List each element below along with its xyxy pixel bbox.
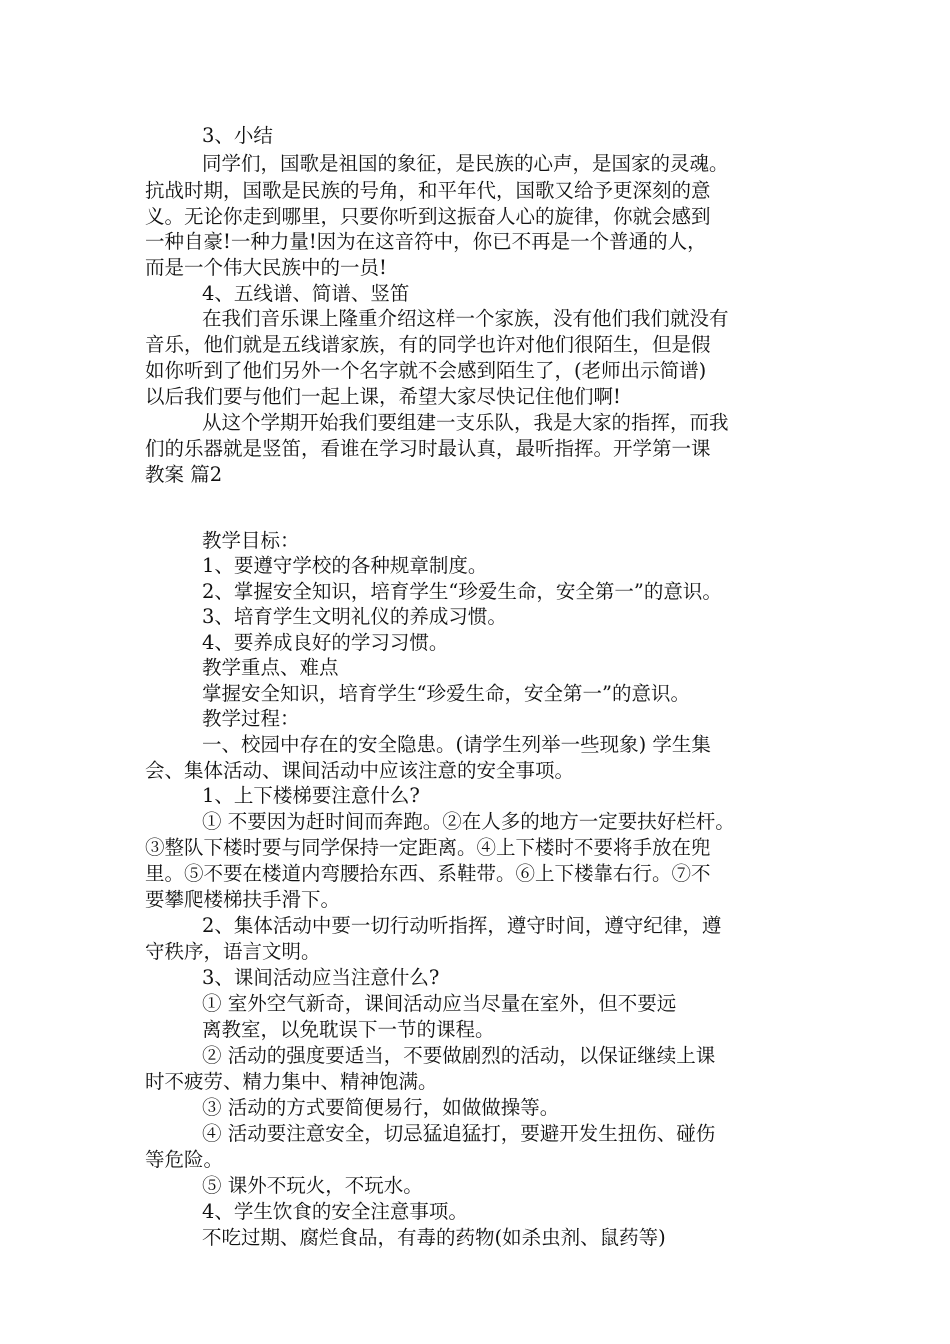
paragraph-line: 同学们，国歌是祖国的象征，是民族的心声，是国家的灵魂。 (202, 152, 729, 175)
paragraph-line: 如你听到了他们另外一个名字就不会感到陌生了，(老师出示简谱) (145, 359, 707, 382)
heading-key-points: 教学重点、难点 (202, 656, 339, 679)
paragraph-line: ⑤ 课外不玩火，不玩水。 (202, 1174, 423, 1197)
list-item: 2、掌握安全知识，培育学生“珍爱生命，安全第一”的意识。 (202, 580, 722, 603)
paragraph-line: 会、集体活动、课间活动中应该注意的安全事项。 (145, 759, 575, 782)
paragraph-line: 义。无论你走到哪里，只要你听到这振奋人心的旋律，你就会感到 (145, 205, 711, 228)
paragraph-line: ① 不要因为赶时间而奔跑。②在人多的地方一定要扶好栏杆。 (202, 810, 735, 833)
paragraph-line: 里。⑤不要在楼道内弯腰拾东西、系鞋带。⑥上下楼靠右行。⑦不 (145, 862, 711, 885)
paragraph-line: 一种自豪!一种力量!因为在这音符中，你已不再是一个普通的人， (145, 230, 707, 253)
paragraph-line: 一、校园中存在的安全隐患。(请学生列举一些现象) 学生集 (202, 733, 711, 756)
paragraph-line: 1、上下楼梯要注意什么? (202, 784, 420, 807)
paragraph-line: ④ 活动要注意安全，切忌猛追猛打，要避开发生扭伤、碰伤 (202, 1122, 716, 1145)
paragraph-line: 不吃过期、腐烂食品，有毒的药物(如杀虫剂、鼠药等) (202, 1226, 666, 1249)
paragraph-line: 抗战时期，国歌是民族的号角，和平年代，国歌又给予更深刻的意 (145, 179, 711, 202)
heading-objectives: 教学目标： (202, 529, 300, 552)
paragraph-line: 时不疲劳、精力集中、精神饱满。 (145, 1070, 438, 1093)
heading-notation: 4、五线谱、简谱、竖笛 (202, 282, 410, 305)
paragraph-line: 而是一个伟大民族中的一员! (145, 256, 387, 279)
paragraph-line: 4、学生饮食的安全注意事项。 (202, 1200, 468, 1223)
paragraph-line: 2、集体活动中要一切行动听指挥，遵守时间，遵守纪律，遵 (202, 914, 722, 937)
paragraph-line: ① 室外空气新奇，课间活动应当尽量在室外，但不要远 (202, 992, 677, 1015)
paragraph-line: 离教室，以免耽误下一节的课程。 (202, 1018, 495, 1041)
paragraph-line: ③整队下楼时要与同学保持一定距离。④上下楼时不要将手放在兜 (145, 836, 711, 859)
paragraph-line: 等危险。 (145, 1148, 224, 1171)
paragraph-line: 在我们音乐课上隆重介绍这样一个家族，没有他们我们就没有 (202, 307, 729, 330)
paragraph-line: 守秩序，语言文明。 (145, 940, 321, 963)
list-item: 4、要养成良好的学习习惯。 (202, 631, 449, 654)
heading-summary: 3、小结 (202, 124, 273, 147)
paragraph-line: 音乐，他们就是五线谱家族，有的同学也许对他们很陌生，但是假 (145, 333, 711, 356)
list-item: 1、要遵守学校的各种规章制度。 (202, 554, 488, 577)
heading-process: 教学过程： (202, 707, 300, 730)
paragraph-line: 3、课间活动应当注意什么? (202, 966, 440, 989)
paragraph-line: 掌握安全知识，培育学生“珍爱生命，安全第一”的意识。 (202, 682, 690, 705)
paragraph-line: 以后我们要与他们一起上课，希望大家尽快记住他们啊! (145, 385, 621, 408)
paragraph-line: 要攀爬楼梯扶手滑下。 (145, 888, 341, 911)
list-item: 3、培育学生文明礼仪的养成习惯。 (202, 605, 507, 628)
paragraph-line: 从这个学期开始我们要组建一支乐队，我是大家的指挥，而我 (202, 411, 729, 434)
paragraph-line: ③ 活动的方式要简便易行，如做做操等。 (202, 1096, 560, 1119)
section-title: 教案 篇2 (145, 463, 223, 486)
paragraph-line: 们的乐器就是竖笛，看谁在学习时最认真，最听指挥。开学第一课 (145, 437, 711, 460)
paragraph-line: ② 活动的强度要适当，不要做剧烈的活动，以保证继续上课 (202, 1044, 716, 1067)
